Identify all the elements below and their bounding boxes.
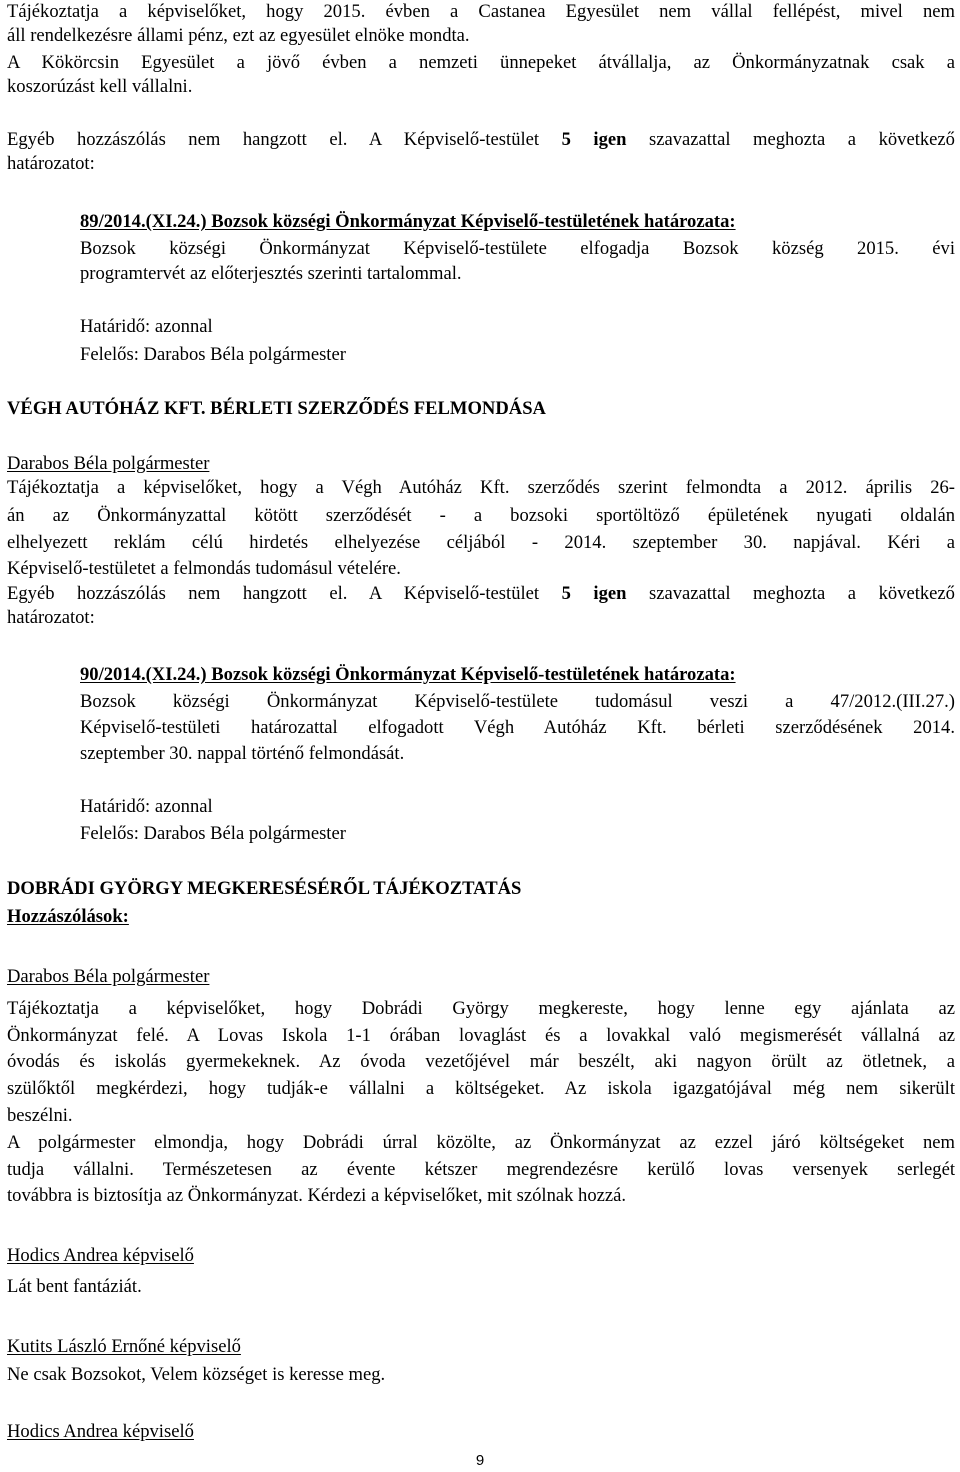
- section-title: VÉGH AUTÓHÁZ KFT. BÉRLETI SZERZŐDÉS FELMONDÁSA: [7, 398, 546, 419]
- vote-statement: Egyéb hozzászólás nem hangzott el. A Képviselő-testület 5 igen szavazattal meghozta a következő: [7, 583, 955, 604]
- section-title: DOBRÁDI GYÖRGY MEGKERESÉSÉRŐL TÁJÉKOZTATÁS: [7, 878, 522, 899]
- paragraph-line: továbbra is biztosítja az Önkormányzat. Kérdezi a képviselőket, mit szólnak hozzá.: [7, 1185, 627, 1206]
- vote-count: 5 igen: [561, 129, 627, 150]
- resolution-number: 90/2014.(XI.24.): [80, 664, 207, 685]
- speaker-name: Hodics Andrea képviselő: [7, 1245, 194, 1266]
- resolution-heading: 89/2014.(XI.24.) Bozsok községi Önkormányzat Képviselő-testületének határozata:: [80, 211, 736, 232]
- paragraph-line: A Kökörcsin Egyesület a jövő évben a nemzeti ünnepeket átvállalja, az Önkormányzatnak csak a: [7, 52, 955, 73]
- vote-count: 5 igen: [561, 583, 627, 604]
- comments-heading: Hozzászólások:: [7, 906, 129, 927]
- vote-statement-cont: határozatot:: [7, 607, 95, 628]
- paragraph-line: szülőktől megkérdezi, hogy tudják-e vállalni a költségeket. Az iskola igazgatójával még nem sikerült: [7, 1078, 955, 1099]
- resolution-heading: 90/2014.(XI.24.) Bozsok községi Önkormányzat Képviselő-testületének határozata:: [80, 664, 736, 685]
- paragraph-line: óvodás és iskolás gyermekeknek. Az óvoda vezetőjével már beszélt, aki nagyon örült az ötletnek, a: [7, 1051, 955, 1072]
- paragraph-line: koszorúzást kell vállalni.: [7, 76, 193, 97]
- paragraph-line: Önkormányzat felé. A Lovas Iskola 1-1 órában lovaglást és a lovakkal való megismerését vállalná az: [7, 1025, 955, 1046]
- resolution-number: 89/2014.(XI.24.): [80, 211, 207, 232]
- paragraph-line: A polgármester elmondja, hogy Dobrádi úrral közölte, az Önkormányzat az ezzel járó költségeket nem: [7, 1132, 955, 1153]
- speaker-name: Kutits László Ernőné képviselő: [7, 1336, 241, 1357]
- paragraph-line: Tájékoztatja a képviselőket, hogy Dobrádi György megkereste, hogy lenne egy ajánlata az: [7, 998, 955, 1019]
- speaker-comment: Ne csak Bozsokot, Velem községet is keresse meg.: [7, 1364, 386, 1385]
- paragraph-line: án az Önkormányzattal kötött szerződését - a bozsoki sportöltöző épületének nyugati oldalán: [7, 505, 955, 526]
- deadline: Határidő: azonnal: [80, 316, 213, 337]
- resolution-text: programtervét az előterjesztés szerinti tartalommal.: [80, 263, 462, 284]
- resolution-text: Képviselő-testületi határozattal elfogadott Végh Autóház Kft. bérleti szerződésének 2014.: [80, 717, 955, 738]
- resolution-text: Bozsok községi Önkormányzat Képviselő-testülete elfogadja Bozsok község 2015. évi: [80, 238, 955, 259]
- responsible: Felelős: Darabos Béla polgármester: [80, 344, 346, 365]
- deadline: Határidő: azonnal: [80, 796, 213, 817]
- paragraph-line: Tájékoztatja a képviselőket, hogy 2015. évben a Castanea Egyesület nem vállal fellépést, mivel nem: [7, 1, 955, 22]
- paragraph-line: tudja vállalni. Természetesen az évente kétszer megrendezésre kerülő lovas versenyek serlegét: [7, 1159, 955, 1180]
- speaker-comment: Lát bent fantáziát.: [7, 1276, 142, 1297]
- paragraph-line: Képviselő-testületet a felmondás tudomásul vételére.: [7, 558, 401, 579]
- paragraph-line: áll rendelkezésre állami pénz, ezt az egyesület elnöke mondta.: [7, 25, 470, 46]
- paragraph-line: beszélni.: [7, 1105, 73, 1126]
- resolution-text: Bozsok községi Önkormányzat Képviselő-testülete tudomásul veszi a 47/2012.(III.27.): [80, 691, 955, 712]
- responsible: Felelős: Darabos Béla polgármester: [80, 823, 346, 844]
- speaker-name: Hodics Andrea képviselő: [7, 1421, 194, 1442]
- page-number: 9: [475, 1452, 485, 1469]
- resolution-text: szeptember 30. nappal történő felmondását.: [80, 743, 405, 764]
- paragraph-line: Tájékoztatja a képviselőket, hogy a Végh Autóház Kft. szerződés szerint felmondta a 2012. április 26-: [7, 477, 955, 498]
- speaker-name: Darabos Béla polgármester: [7, 966, 210, 987]
- vote-statement-cont: határozatot:: [7, 153, 95, 174]
- vote-statement: Egyéb hozzászólás nem hangzott el. A Képviselő-testület 5 igen szavazattal meghozta a következő: [7, 129, 955, 150]
- paragraph-line: elhelyezett reklám célú hirdetés elhelyezése céljából - 2014. szeptember 30. napjával. Kéri a: [7, 532, 955, 553]
- speaker-name: Darabos Béla polgármester: [7, 453, 210, 474]
